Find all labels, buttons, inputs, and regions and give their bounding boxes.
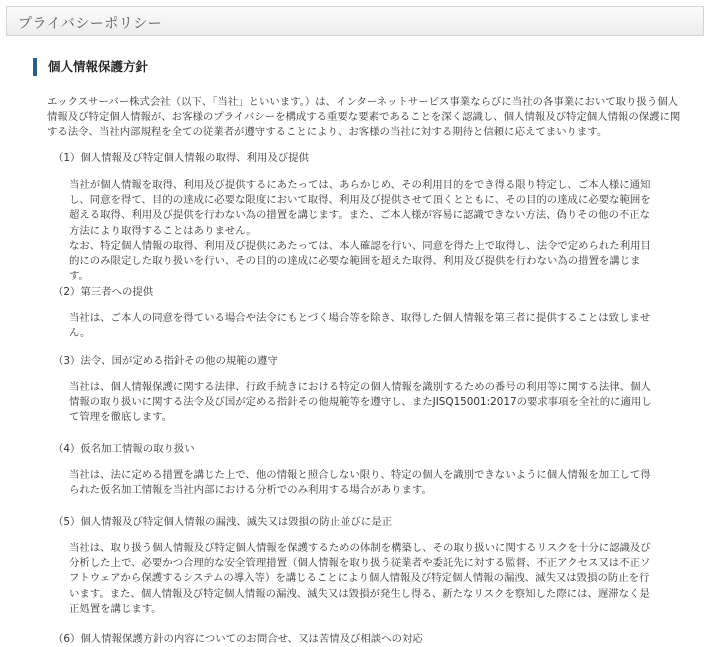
item-3-body	[69, 380, 659, 426]
item-1-body	[69, 178, 659, 284]
intro-paragraph: エックスサーバー株式会社（以下、「当社」といいます。）は、インターネットサービス事業ならびに当社の各事業において取り扱う個人情報及び特定個人情報が、お客様のプライバシーを構成する重要な要素であることを深く認識し、個人情報及び特定個人情報の保護に関する法令、当社内部規程を全ての従業者が遵守することにより、お客様の当社に対する期待と信頼に応えてまいります。	[47, 96, 681, 139]
item-5-title: （5）個人情報及び特定個人情報の漏洩、滅失又は毀損の防止並びに是正	[53, 516, 393, 528]
item-2-paragraph-1: 当社は、ご本人の同意を得ている場合や法令にもとづく場合等を除き、取得した個人情報を第三者に提供することは致しません。	[69, 312, 651, 340]
item-1-paragraph-2: なお、特定個人情報の取得、利用及び提供にあたっては、本人確認を行い、同意を得た上で取得し、法令で定められた利用目的にのみ限定した取り扱いを行い、その目的の達成に必要な範囲を超えた取得、利用及び提供を行わない為の措置を講じます。	[69, 239, 651, 283]
section-heading: 個人情報保護方針	[33, 58, 148, 76]
item-1-title: （1）個人情報及び特定個人情報の取得、利用及び提供	[53, 152, 309, 164]
item-4-paragraph-1: 当社は、法に定める措置を講じた上で、他の情報と照合しない限り、特定の個人を識別できないように個人情報を加工して得られた仮名加工情報を当社内部における分析でのみ利用する場合があります。	[69, 469, 651, 497]
item-2-body	[69, 311, 659, 341]
page-header	[6, 6, 704, 36]
item-4-title: （4）仮名加工情報の取り扱い	[53, 443, 195, 455]
item-1-paragraph-1: 当社が個人情報を取得、利用及び提供するにあたっては、あらかじめ、その利用目的をでき得る限り特定し、ご本人様に通知し、同意を得て、目的の達成に必要な限度において取得、利用及び提供させて頂くとともに、その目的の達成に必要な範囲を超える取得、利用及び提供を行わない為の措置を講じます。また、ご本人様が容易に認識できない方法、偽りその他の不正な方法により取得することはありません。	[69, 179, 651, 237]
item-5-paragraph-1: 当社は、取り扱う個人情報及び特定個人情報を保護するための体制を構築し、その取り扱いに関するリスクを十分に認識及び分析した上で、必要かつ合理的な安全管理措置（個人情報を取り扱う従業者や委託先に対する監督、不正アクセス又は不正ソフトウェアから保護するシステムの導入等）を講じることにより個人情報及び特定個人情報の漏洩、滅失又は毀損の防止を行います。また、個人情報及び特定個人情報の漏洩、滅失又は毀損が発生し得る、新たなリスクを察知した際には、遅滞なく是正処置を講じます。	[69, 542, 651, 615]
item-3-title: （3）法令、国が定める指針その他の規範の遵守	[53, 355, 278, 367]
page-title: プライバシーポリシー	[18, 16, 163, 32]
item-2-title: （2）第三者への提供	[53, 286, 154, 298]
item-4-body	[69, 468, 659, 498]
item-6-title: （6）個人情報保護方針の内容についてのお問合せ、又は苦情及び相談への対応	[53, 633, 423, 645]
item-3-paragraph-1: 当社は、個人情報保護に関する法律、行政手続きにおける特定の個人情報を識別するための番号の利用等に関する法律、個人情報の取り扱いに関する法令及び国が定める指針その他規範等を遵守し、またJISQ15001:2017の要求事項を全社的に適用して管理を徹底します。	[69, 381, 652, 424]
item-5-body	[69, 541, 659, 617]
